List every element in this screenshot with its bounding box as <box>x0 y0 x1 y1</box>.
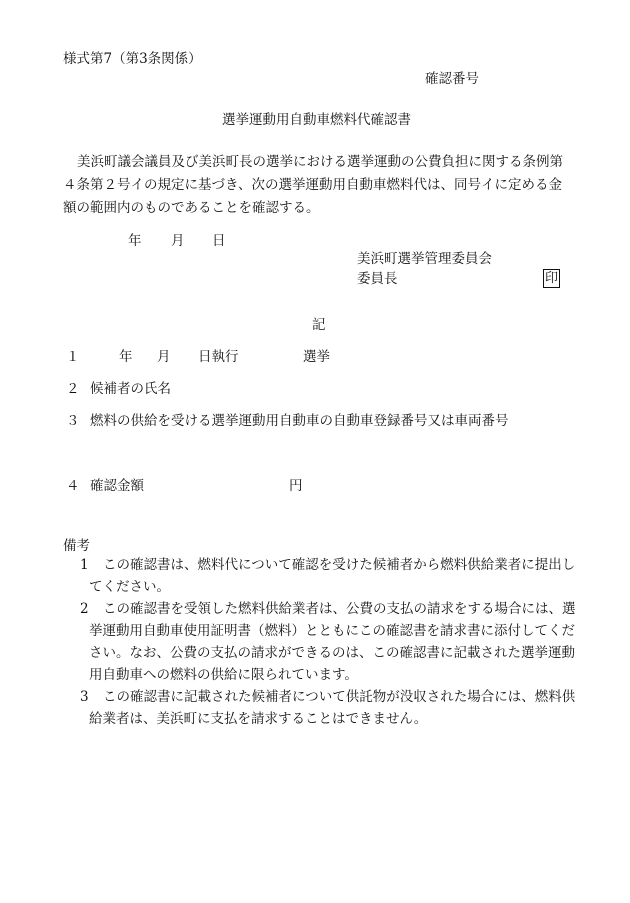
seal-label: 印 <box>545 271 559 286</box>
item-1-month: 月 <box>157 349 171 365</box>
item-4-label: 確認金額 <box>90 478 144 494</box>
note-3-line-2: 給業者は、美浜町に支払を請求することはできません。 <box>89 711 428 727</box>
item-2-label: 候補者の氏名 <box>90 381 171 397</box>
document-title: 選挙運動用自動車燃料代確認書 <box>222 112 411 128</box>
note-1-number: 1 <box>80 557 89 573</box>
date-year: 年 <box>128 233 142 249</box>
issuer-chairman: 委員長 <box>357 271 398 287</box>
note-1-body <box>89 554 575 598</box>
form-number: 様式第7（第3条関係） <box>63 51 202 67</box>
note-2-number: 2 <box>80 601 89 617</box>
body-paragraph: 美浜町議会議員及び美浜町長の選挙における選挙運動の公費負担に関する条例第４条第２号イの規定に基づき、次の選挙運動用自動車燃料代は、同号イに定める金額の範囲内のものであることを確認する。 <box>63 154 563 216</box>
date-month: 月 <box>171 233 185 249</box>
note-1-line-2: てください。 <box>89 579 170 595</box>
item-1-election: 選挙 <box>303 349 330 365</box>
item-3-number: ３ <box>66 413 80 429</box>
item-4-number: ４ <box>66 478 80 494</box>
remarks-heading: 備考 <box>63 538 90 554</box>
note-2-line-3: さい。なお、公費の支払の請求ができるのは、この確認書に記載された選挙運動 <box>89 645 575 661</box>
note-3-body <box>89 686 575 730</box>
note-2-line-4: 用自動車への燃料の供給に限られています。 <box>89 667 358 683</box>
item-4-unit: 円 <box>289 478 303 494</box>
item-3-label: 燃料の供給を受ける選挙運動用自動車の自動車登録番号又は車両番号 <box>90 413 509 429</box>
note-1-line-1: この確認書は、燃料代について確認を受けた候補者から燃料供給業者に提出し <box>103 557 576 573</box>
issuer-committee: 美浜町選挙管理委員会 <box>357 251 492 267</box>
ki-heading: 記 <box>312 317 326 333</box>
item-1-day-exec: 日執行 <box>198 349 239 365</box>
item-2-number: ２ <box>66 381 80 397</box>
item-1-year: 年 <box>119 349 133 365</box>
confirmation-number-label: 確認番号 <box>425 71 479 87</box>
note-3-number: 3 <box>80 689 89 705</box>
seal-mark <box>543 269 560 288</box>
note-2-line-2: 挙運動用自動車使用証明書（燃料）とともにこの確認書を請求書に添付してくだ <box>89 623 575 639</box>
date-day: 日 <box>212 233 226 249</box>
note-3-line-1: この確認書に記載された候補者について供託物が没収された場合には、燃料供 <box>103 689 576 705</box>
note-2-body <box>89 598 576 686</box>
item-1-number: １ <box>66 349 80 365</box>
note-2-line-1: この確認書を受領した燃料供給業者は、公費の支払の請求をする場合には、選 <box>103 601 576 617</box>
